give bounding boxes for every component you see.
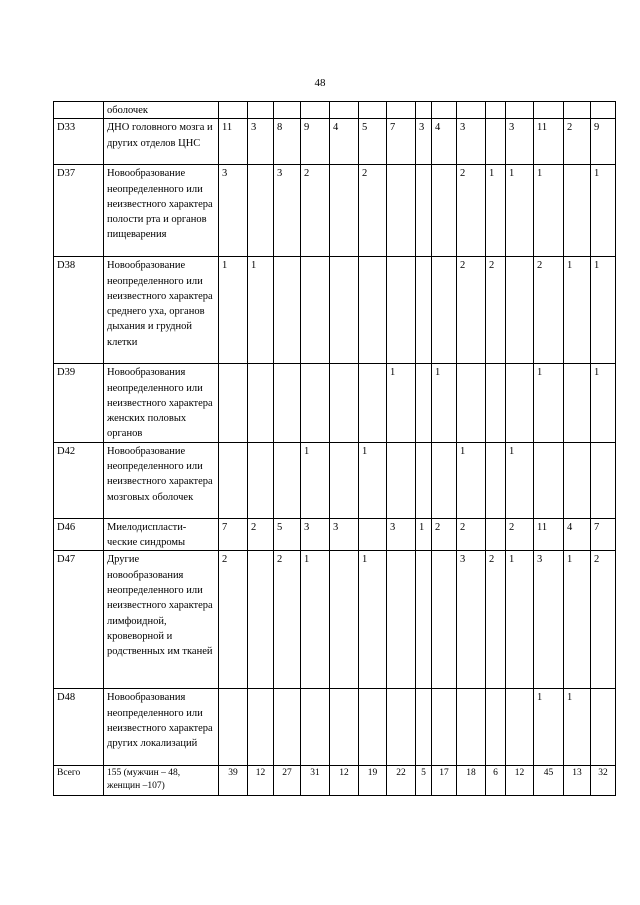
row-value: 1 bbox=[591, 364, 616, 442]
row-value bbox=[248, 165, 274, 257]
row-value: 2 bbox=[274, 551, 301, 689]
row-value bbox=[506, 102, 534, 119]
row-value: 3 bbox=[506, 119, 534, 165]
row-value: 4 bbox=[564, 518, 591, 551]
row-value bbox=[457, 689, 486, 766]
row-value: 2 bbox=[301, 165, 330, 257]
total-label: Всего bbox=[54, 766, 104, 796]
table-row bbox=[54, 518, 616, 551]
row-value: 1 bbox=[591, 257, 616, 364]
row-value bbox=[330, 165, 359, 257]
table-body bbox=[54, 102, 616, 796]
row-value bbox=[564, 102, 591, 119]
total-value: 45 bbox=[534, 766, 564, 796]
row-value bbox=[219, 689, 248, 766]
row-value: 1 bbox=[486, 165, 506, 257]
row-value bbox=[301, 689, 330, 766]
table-row bbox=[54, 165, 616, 257]
row-value: 1 bbox=[301, 442, 330, 518]
row-value bbox=[416, 364, 432, 442]
row-value bbox=[330, 364, 359, 442]
total-value: 31 bbox=[301, 766, 330, 796]
row-value: 1 bbox=[506, 165, 534, 257]
row-value: 2 bbox=[457, 518, 486, 551]
row-value bbox=[416, 551, 432, 689]
row-name: Другие новообразования неопределенного или неизвестного характера лимфоидной, кровеворной и родственных им тканей bbox=[104, 551, 219, 689]
row-value bbox=[564, 364, 591, 442]
row-value bbox=[416, 165, 432, 257]
row-value bbox=[432, 165, 457, 257]
row-value bbox=[359, 364, 387, 442]
row-name: Миелодиспласти-ческие синдромы bbox=[104, 518, 219, 551]
total-row bbox=[54, 766, 616, 796]
row-value bbox=[274, 364, 301, 442]
row-value bbox=[416, 257, 432, 364]
row-value: 11 bbox=[534, 518, 564, 551]
row-name: Новообразования неопределенного или неизвестного характера женских половых органов bbox=[104, 364, 219, 442]
row-value bbox=[486, 364, 506, 442]
total-value: 32 bbox=[591, 766, 616, 796]
table-row bbox=[54, 102, 616, 119]
row-code: D38 bbox=[54, 257, 104, 364]
row-value bbox=[591, 442, 616, 518]
row-value: 1 bbox=[564, 551, 591, 689]
row-value: 1 bbox=[457, 442, 486, 518]
row-value: 2 bbox=[457, 257, 486, 364]
total-value: 13 bbox=[564, 766, 591, 796]
row-value bbox=[486, 119, 506, 165]
row-value bbox=[301, 257, 330, 364]
row-value: 1 bbox=[248, 257, 274, 364]
row-value bbox=[330, 102, 359, 119]
row-name: Новообразование неопределенного или неизвестного характера среднего уха, органов дыхания и грудной клетки bbox=[104, 257, 219, 364]
row-value bbox=[248, 551, 274, 689]
row-value: 1 bbox=[506, 442, 534, 518]
table-row bbox=[54, 257, 616, 364]
row-value bbox=[506, 689, 534, 766]
row-value: 1 bbox=[534, 689, 564, 766]
row-value bbox=[416, 689, 432, 766]
row-code: D37 bbox=[54, 165, 104, 257]
row-value: 5 bbox=[359, 119, 387, 165]
row-code: D42 bbox=[54, 442, 104, 518]
total-value: 27 bbox=[274, 766, 301, 796]
row-value: 3 bbox=[457, 119, 486, 165]
row-value bbox=[457, 364, 486, 442]
row-value bbox=[219, 102, 248, 119]
row-value: 1 bbox=[506, 551, 534, 689]
row-value: 1 bbox=[387, 364, 416, 442]
table-row bbox=[54, 119, 616, 165]
row-name: оболочек bbox=[104, 102, 219, 119]
row-value: 3 bbox=[301, 518, 330, 551]
row-value bbox=[359, 257, 387, 364]
row-value: 3 bbox=[248, 119, 274, 165]
table-row bbox=[54, 689, 616, 766]
row-value bbox=[274, 442, 301, 518]
total-value: 22 bbox=[387, 766, 416, 796]
row-code: D47 bbox=[54, 551, 104, 689]
row-value: 2 bbox=[486, 551, 506, 689]
total-value: 19 bbox=[359, 766, 387, 796]
row-value bbox=[534, 442, 564, 518]
row-value: 3 bbox=[387, 518, 416, 551]
row-value bbox=[301, 364, 330, 442]
row-value bbox=[330, 551, 359, 689]
statistics-table bbox=[53, 101, 616, 796]
row-value bbox=[486, 102, 506, 119]
row-value: 2 bbox=[591, 551, 616, 689]
row-value: 1 bbox=[301, 551, 330, 689]
row-value: 7 bbox=[219, 518, 248, 551]
row-value: 1 bbox=[359, 551, 387, 689]
row-value: 2 bbox=[248, 518, 274, 551]
table-row bbox=[54, 442, 616, 518]
total-value: 12 bbox=[330, 766, 359, 796]
row-value bbox=[432, 442, 457, 518]
row-value bbox=[432, 689, 457, 766]
row-value bbox=[506, 364, 534, 442]
row-value: 1 bbox=[359, 442, 387, 518]
total-value: 6 bbox=[486, 766, 506, 796]
row-value bbox=[506, 257, 534, 364]
row-value bbox=[359, 518, 387, 551]
total-value: 12 bbox=[248, 766, 274, 796]
row-value: 9 bbox=[591, 119, 616, 165]
row-value: 11 bbox=[219, 119, 248, 165]
row-value: 5 bbox=[274, 518, 301, 551]
total-value: 5 bbox=[416, 766, 432, 796]
row-value: 2 bbox=[534, 257, 564, 364]
row-value bbox=[591, 689, 616, 766]
row-value: 2 bbox=[564, 119, 591, 165]
row-value: 2 bbox=[359, 165, 387, 257]
row-value bbox=[330, 257, 359, 364]
row-value bbox=[219, 442, 248, 518]
page-number: 48 bbox=[314, 77, 326, 89]
row-value: 2 bbox=[219, 551, 248, 689]
row-value bbox=[564, 165, 591, 257]
row-value: 11 bbox=[534, 119, 564, 165]
row-value: 3 bbox=[416, 119, 432, 165]
row-value bbox=[486, 518, 506, 551]
row-value bbox=[274, 102, 301, 119]
row-name: Новообразования неопределенного или неизвестного характера других локализаций bbox=[104, 689, 219, 766]
row-value bbox=[432, 257, 457, 364]
row-value bbox=[248, 442, 274, 518]
row-value: 8 bbox=[274, 119, 301, 165]
row-code: D33 bbox=[54, 119, 104, 165]
row-value: 2 bbox=[486, 257, 506, 364]
row-value bbox=[330, 689, 359, 766]
row-value bbox=[457, 102, 486, 119]
row-value bbox=[330, 442, 359, 518]
total-value: 39 bbox=[219, 766, 248, 796]
total-value: 17 bbox=[432, 766, 457, 796]
row-value: 1 bbox=[564, 257, 591, 364]
row-value: 1 bbox=[219, 257, 248, 364]
row-value bbox=[359, 689, 387, 766]
row-value: 3 bbox=[219, 165, 248, 257]
row-value: 3 bbox=[330, 518, 359, 551]
row-value: 9 bbox=[301, 119, 330, 165]
row-value bbox=[387, 551, 416, 689]
row-value: 1 bbox=[432, 364, 457, 442]
row-code bbox=[54, 102, 104, 119]
row-name: ДНО головного мозга и других отделов ЦНС bbox=[104, 119, 219, 165]
row-value: 2 bbox=[432, 518, 457, 551]
row-value bbox=[387, 442, 416, 518]
row-value bbox=[387, 165, 416, 257]
total-name: 155 (мужчин – 48, женщин –107) bbox=[104, 766, 219, 796]
row-value bbox=[387, 257, 416, 364]
row-value: 1 bbox=[564, 689, 591, 766]
row-value bbox=[416, 442, 432, 518]
row-value bbox=[387, 102, 416, 119]
row-code: D48 bbox=[54, 689, 104, 766]
table-row bbox=[54, 551, 616, 689]
row-value: 1 bbox=[591, 165, 616, 257]
row-code: D39 bbox=[54, 364, 104, 442]
row-value bbox=[564, 442, 591, 518]
row-value bbox=[416, 102, 432, 119]
row-value: 2 bbox=[457, 165, 486, 257]
row-value: 2 bbox=[506, 518, 534, 551]
row-value: 1 bbox=[416, 518, 432, 551]
row-value bbox=[486, 442, 506, 518]
row-value bbox=[248, 689, 274, 766]
row-value: 4 bbox=[432, 119, 457, 165]
row-value: 7 bbox=[387, 119, 416, 165]
row-value: 3 bbox=[534, 551, 564, 689]
row-value: 3 bbox=[457, 551, 486, 689]
row-value: 4 bbox=[330, 119, 359, 165]
row-value: 3 bbox=[274, 165, 301, 257]
row-value bbox=[387, 689, 416, 766]
row-value bbox=[534, 102, 564, 119]
row-value bbox=[432, 102, 457, 119]
row-value bbox=[486, 689, 506, 766]
row-value bbox=[274, 257, 301, 364]
row-value bbox=[432, 551, 457, 689]
total-value: 18 bbox=[457, 766, 486, 796]
row-value bbox=[248, 102, 274, 119]
row-value: 1 bbox=[534, 165, 564, 257]
row-value bbox=[274, 689, 301, 766]
row-value bbox=[591, 102, 616, 119]
total-value: 12 bbox=[506, 766, 534, 796]
row-value bbox=[248, 364, 274, 442]
row-value bbox=[301, 102, 330, 119]
row-value: 7 bbox=[591, 518, 616, 551]
row-value bbox=[219, 364, 248, 442]
table-row bbox=[54, 364, 616, 442]
row-name: Новообразование неопределенного или неизвестного характера полости рта и органов пищеварения bbox=[104, 165, 219, 257]
row-value: 1 bbox=[534, 364, 564, 442]
row-name: Новообразование неопределенного или неизвестного характера мозговых оболочек bbox=[104, 442, 219, 518]
row-code: D46 bbox=[54, 518, 104, 551]
row-value bbox=[359, 102, 387, 119]
